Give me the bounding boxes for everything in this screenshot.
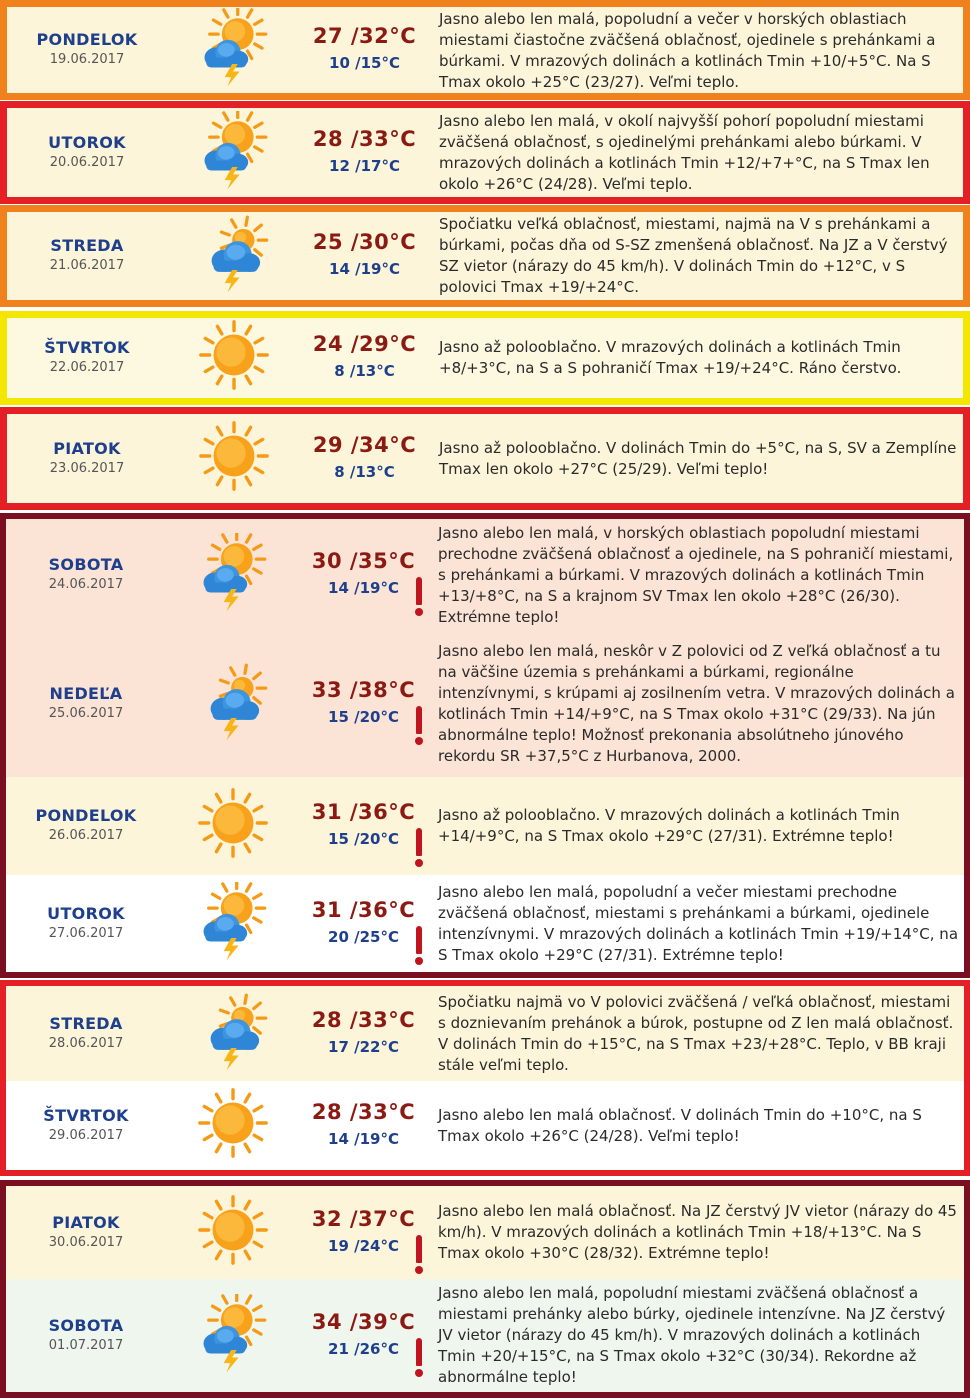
- heat-warning-icon: [412, 1338, 426, 1378]
- temp-min: 15 /20°C: [328, 830, 399, 848]
- day-row-piatok-23062017: [7, 414, 963, 503]
- forecast-description: Jasno alebo len malá oblačnosť. Na JZ čerstvý JV vietor (nárazy do 45 km/h). V mrazových dolinách a kotlinách Tmin +18/+13°C. Na S Tmax okolo +30°C (28/32). Extrémne teplo!: [438, 1202, 957, 1262]
- sun-cloud-storm-icon: [194, 882, 272, 960]
- day-label: [7, 439, 167, 476]
- temp-max: 28 /33°C: [312, 126, 417, 151]
- day-name: ŠTVRTOK: [44, 338, 130, 357]
- forecast-block: [0, 0, 970, 100]
- temp-max: 32 /37°C: [311, 1206, 416, 1231]
- sun-icon: [194, 1191, 272, 1269]
- day-label: [6, 806, 166, 843]
- temp-min: 20 /25°C: [328, 927, 399, 946]
- temp-min: 12 /17°C: [329, 156, 400, 175]
- day-name: NEDEĽA: [49, 684, 123, 703]
- forecast-description: Jasno alebo len malá, v okolí najvyšší pohorí popoludní miestami zväčšená oblačnosť, s ojedinelými prehánkami alebo búrkami. V mrazových dolinách a kotlinách Tmin +12/+7+°C, na S Tmax len okolo +26°C (24/28). Veľmi teplo.: [439, 111, 930, 193]
- day-name: STREDA: [50, 236, 124, 255]
- day-row-streda-21062017: [7, 212, 963, 300]
- heat-warning-icon: [412, 706, 426, 746]
- temp-max: 28 /33°C: [311, 1099, 416, 1124]
- forecast-description: Jasno alebo len malá, v horských oblastiach popoludní miestami prechodne zväčšená oblačnosť a ojedinele, na S pohraničí miestami, s prehánkami a búrkami. V mrazových dolinách a kotlinách Tmin +13/+8°C, na S a krajnom SV Tmax len okolo +28°C (26/30). Extrémne teplo!: [438, 523, 954, 626]
- temp-max: 24 /29°C: [312, 332, 417, 356]
- day-label: [7, 236, 167, 273]
- temperatures: [296, 1207, 431, 1255]
- heat-warning-icon: [412, 1235, 426, 1275]
- sun-cloud-storm-icon: [194, 533, 272, 611]
- temperatures: [296, 549, 431, 597]
- temp-max: 27 /32°C: [312, 24, 417, 48]
- day-name: UTOROK: [47, 903, 125, 923]
- forecast-description: Jasno alebo len malá, popoludní a večer miestami prechodne zväčšená oblačnosť, miestami s prehánkami a búrkami, ojedinele intenzívnymi. V mrazových dolinách a kotlinách Tmin +19/+14°C, na S Tmax okolo +29°C (27/31). Extrémne teplo!: [438, 882, 959, 964]
- day-date: 30.06.2017: [48, 1234, 124, 1250]
- temp-min: 14 /19°C: [328, 579, 399, 597]
- day-row-utorok-27062017: [6, 875, 964, 972]
- temperatures: [297, 230, 432, 278]
- day-date: 22.06.2017: [49, 360, 125, 375]
- day-date: 19.06.2017: [49, 52, 125, 67]
- temp-min: 17 /22°C: [328, 1037, 399, 1056]
- temperatures: [296, 898, 431, 946]
- forecast-block: [0, 1180, 970, 1398]
- forecast-description: Jasno až polooblačno. V dolinách Tmin do +5°C, na S, SV a Zemplíne Tmax len okolo +27°C (25/29). Veľmi teplo!: [439, 438, 957, 478]
- day-row-streda-28062017: [6, 986, 964, 1081]
- forecast-block: [0, 311, 970, 405]
- day-name: STREDA: [49, 1013, 123, 1033]
- sun-cloud-storm-icon: [195, 8, 273, 86]
- day-row-pondelok-19062017: [7, 7, 963, 93]
- day-date: 25.06.2017: [48, 706, 124, 721]
- sun-cloud-storm-icon: [195, 111, 273, 189]
- day-row-utorok-20062017: [7, 108, 963, 197]
- cloud-storm-icon: [194, 992, 272, 1070]
- temp-max: 28 /33°C: [311, 1007, 416, 1032]
- day-row-stvrtok-22062017: [7, 318, 963, 398]
- day-row-stvrtok-29062017: [6, 1081, 964, 1170]
- day-date: 24.06.2017: [48, 577, 124, 592]
- sun-icon: [194, 1084, 272, 1162]
- temp-min: 10 /15°C: [329, 54, 400, 72]
- temperatures: [297, 127, 432, 175]
- day-label: [7, 338, 167, 375]
- temperatures: [297, 433, 432, 481]
- day-label: [6, 1106, 166, 1143]
- temp-max: 33 /38°C: [311, 678, 416, 702]
- sun-cloud-storm-icon: [194, 1294, 272, 1372]
- temp-min: 8 /13°C: [334, 462, 395, 481]
- day-label: [6, 904, 166, 941]
- temperatures: [296, 1100, 431, 1148]
- day-date: 20.06.2017: [49, 154, 125, 170]
- temp-min: 15 /20°C: [328, 708, 399, 726]
- day-name: PIATOK: [52, 1212, 120, 1232]
- day-row-pondelok-26062017: [6, 777, 964, 875]
- heat-warning-icon: [412, 828, 426, 868]
- day-row-sobota-01072017: [6, 1279, 964, 1392]
- forecast-block: [0, 101, 970, 204]
- day-row-piatok-30062017: [6, 1186, 964, 1279]
- day-name: SOBOTA: [48, 555, 124, 574]
- forecast-description: Jasno až polooblačno. V mrazových dolinách a kotlinách Tmin +14/+9°C, na S Tmax okolo +29°C (27/31). Extrémne teplo!: [438, 806, 900, 845]
- day-name: SOBOTA: [48, 1315, 124, 1335]
- temp-min: 19 /24°C: [328, 1236, 399, 1255]
- sun-icon: [194, 784, 272, 862]
- temp-max: 29 /34°C: [312, 432, 417, 457]
- forecast-description: Jasno alebo len malá oblačnosť. V dolinách Tmin do +10°C, na S Tmax okolo +26°C (24/28). Veľmi teplo!: [438, 1105, 922, 1145]
- temp-max: 25 /30°C: [312, 230, 417, 254]
- forecast-description: Spočiatku najmä vo V polovici zväčšená / veľká oblačnosť, miestami s doznievaním prehánok a búrok, postupne od Z len malá oblačnosť. V dolinách Tmin do +15°C, na S Tmax +23/+28°C. Teplo, v BB kraji stále veľmi teplo.: [438, 992, 954, 1074]
- day-name: UTOROK: [48, 132, 126, 152]
- day-date: 21.06.2017: [49, 258, 125, 273]
- day-label: [7, 133, 167, 170]
- day-name: ŠTVRTOK: [43, 1105, 129, 1125]
- day-date: 29.06.2017: [48, 1127, 124, 1143]
- temp-min: 8 /13°C: [334, 362, 395, 380]
- forecast-block: [0, 407, 970, 510]
- temp-max: 30 /35°C: [311, 549, 416, 573]
- temperatures: [296, 678, 431, 726]
- day-date: 23.06.2017: [49, 460, 125, 476]
- temp-max: 34 /39°C: [311, 1309, 416, 1334]
- day-label: [6, 684, 166, 721]
- temperatures: [296, 800, 431, 848]
- temperatures: [296, 1008, 431, 1056]
- day-name: PONDELOK: [35, 806, 137, 825]
- temperatures: [296, 1310, 431, 1358]
- heat-warning-icon: [412, 577, 426, 617]
- temp-min: 21 /26°C: [328, 1339, 399, 1358]
- temp-min: 14 /19°C: [328, 1129, 399, 1148]
- day-name: PONDELOK: [36, 30, 138, 49]
- day-label: [6, 555, 166, 592]
- temp-max: 31 /36°C: [311, 800, 416, 824]
- day-label: [7, 30, 167, 67]
- cloud-storm-icon: [194, 662, 272, 740]
- day-date: 28.06.2017: [48, 1035, 124, 1051]
- day-date: 01.07.2017: [48, 1337, 124, 1353]
- forecast-description: Jasno alebo len malá, popoludní a večer v horských oblastiach miestami čiastočne zväčšená oblačnosť, ojedinele s prehánkami a búrkami. V mrazových dolinách a kotlinách Tmin +10/+5°C. Na S Tmax okolo +25°C (23/27). Veľmi teplo.: [439, 10, 936, 91]
- day-date: 26.06.2017: [48, 828, 124, 843]
- forecast-description: Jasno až polooblačno. V mrazových dolinách a kotlinách Tmin +8/+3°C, na S a S pohraničí Tmax +19/+24°C. Ráno čerstvo.: [439, 338, 902, 377]
- forecast-description: Spočiatku veľká oblačnosť, miestami, najmä na V s prehánkami a búrkami, počas dňa od S-SZ zmenšená oblačnosť. Na JZ a V čerstvý SZ vietor (nárazy do 45 km/h). V dolinách Tmin do +12°C, v S polovici Tmax +19/+24°C.: [439, 215, 948, 296]
- sun-icon: [195, 316, 273, 394]
- temp-min: 14 /19°C: [329, 260, 400, 278]
- temp-max: 31 /36°C: [311, 897, 416, 922]
- day-row-sobota-24062017: [6, 519, 964, 631]
- forecast-description: Jasno alebo len malá, popoludní miestami zväčšená oblačnosť a miestami prehánky alebo búrky, ojedinele intenzívne. Na JZ čerstvý JV vietor (nárazy do 45 km/h). V mrazových dolinách a kotlinách Tmin +20/+15°C, na S Tmax okolo +32°C (30/34). Rekordne až abnormálne teplo!: [438, 1284, 946, 1386]
- heat-warning-icon: [412, 926, 426, 966]
- day-label: [6, 1316, 166, 1353]
- temperatures: [297, 332, 432, 380]
- day-label: [6, 1213, 166, 1250]
- forecast-block: [0, 513, 970, 978]
- day-row-nedela-25062017: [6, 631, 964, 777]
- forecast-description: Jasno alebo len malá, neskôr v Z polovici od Z veľká oblačnosť a tu na väčšine územia s prehánkami a búrkami, regionálne intenzívnymi, s krúpami aj zosilnením vetra. V mrazových dolinách a kotlinách Tmin +14/+9°C, na S Tmax okolo +31°C (29/33). Na jún abnormálne teplo! Možnosť prekonania absolútneho júnového rekordu SR +37,5°C z Hurbanova, 2000.: [438, 642, 955, 765]
- day-date: 27.06.2017: [48, 925, 124, 941]
- day-label: [6, 1014, 166, 1051]
- cloud-storm-icon: [195, 214, 273, 292]
- temperatures: [297, 24, 432, 72]
- day-name: PIATOK: [53, 438, 121, 458]
- sun-icon: [195, 417, 273, 495]
- forecast-block: [0, 205, 970, 307]
- forecast-block: [0, 980, 970, 1176]
